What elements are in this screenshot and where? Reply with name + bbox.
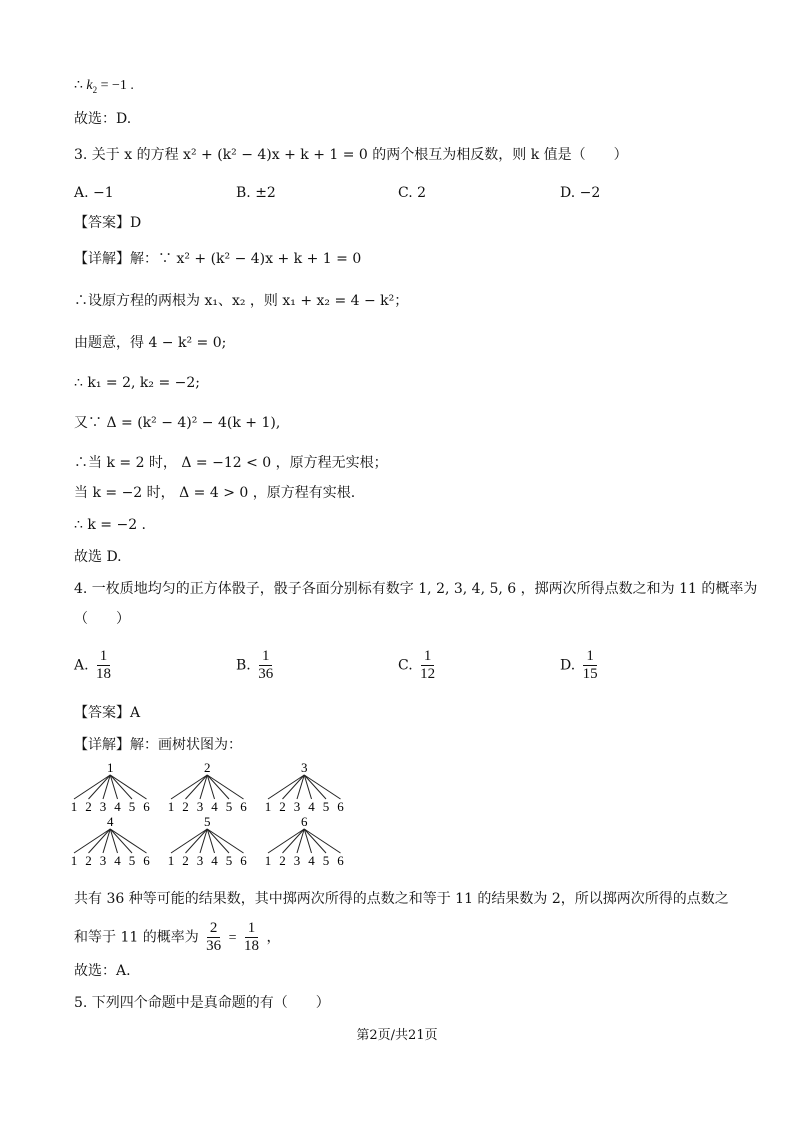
q3-detail-1: 【详解】解：∵ x² + (k² − 4)x + k + 1 = 0 (74, 251, 362, 267)
q3-detail-8: ∴ k = −2 . (74, 517, 147, 533)
q3-answer: 【答案】D (74, 215, 142, 231)
tree-leaf-label: 1 (167, 853, 175, 868)
fraction: $\frac{1}{18}$ (243, 920, 259, 954)
tree-leaf-label: 4 (211, 853, 218, 868)
line-k2: ∴ $k_2 = -1$ . (74, 78, 134, 95)
tree-leaf-label: 3 (196, 853, 204, 868)
tree-root-label: 1 (107, 760, 114, 775)
q3-detail-4: ∴ k₁ = 2, k₂ = −2; (74, 375, 200, 391)
q3-detail-7: 当 k = −2 时， Δ = 4 > 0 ，原方程有实根. (74, 485, 356, 501)
tree-leaf-label: 1 (264, 853, 272, 868)
tree-leaf-label: 2 (182, 853, 189, 868)
fraction: $\frac{2}{36}$ (206, 920, 222, 954)
q4-detail-3: 和等于 11 的概率为 $\frac{2}{36}$ = $\frac{1}{18}$ ， (74, 920, 281, 954)
q3-detail-9: 故选 D. (74, 549, 122, 565)
q4-option-d: D. $\frac{1}{15}$ (560, 648, 601, 683)
q4-detail-4: 故选：A. (74, 963, 131, 979)
tree-root-label: 4 (107, 814, 114, 829)
tree-leaf-label: 5 (225, 853, 233, 868)
tree-leaf-label: 4 (211, 799, 218, 814)
tree-leaf-label: 4 (114, 799, 121, 814)
tree-leaf-label: 2 (182, 799, 189, 814)
q3-detail-3: 由题意，得 4 − k² = 0; (74, 335, 227, 351)
tree-leaf-label: 6 (143, 853, 150, 868)
tree-leaf-label: 5 (225, 799, 233, 814)
tree-leaf-label: 3 (99, 799, 107, 814)
tree-leaf-label: 4 (308, 853, 315, 868)
q3-detail-5: 又∵ Δ = (k² − 4)² − 4(k + 1), (74, 415, 281, 431)
tree-leaf-label: 1 (70, 853, 78, 868)
page-footer: 第2页/共21页 (356, 1028, 438, 1043)
fraction: $\frac{1}{18}$ (96, 648, 112, 682)
tree-root-label: 3 (301, 760, 308, 775)
tree-leaf-label: 3 (293, 799, 301, 814)
tree-leaf-label: 2 (279, 799, 286, 814)
tree-leaf-label: 1 (264, 799, 272, 814)
tree-leaf-label: 3 (293, 853, 301, 868)
q4-detail-1: 【详解】解：画树状图为： (74, 737, 242, 753)
tree-root-label: 2 (204, 760, 211, 775)
line-choice-d-prev: 故选：D. (74, 111, 132, 127)
q4-option-b: B. $\frac{1}{36}$ (236, 648, 276, 683)
tree-leaf-label: 3 (196, 799, 204, 814)
tree-leaf-label: 1 (70, 799, 78, 814)
tree-leaf-label: 1 (167, 799, 175, 814)
q3-option-b: B. ±2 (236, 185, 276, 201)
question-4-paren: （ ） (74, 611, 130, 627)
q4-option-a: A. $\frac{1}{18}$ (74, 648, 114, 683)
tree-leaf-label: 5 (322, 799, 330, 814)
tree-leaf-label: 2 (85, 799, 92, 814)
fraction: $\frac{1}{12}$ (420, 648, 436, 682)
tree-leaf-label: 2 (85, 853, 92, 868)
tree-leaf-label: 4 (114, 853, 121, 868)
question-4: 4. 一枚质地均匀的正方体骰子，骰子各面分别标有数字 1, 2, 3, 4, 5, 6 ，掷两次所得点数之和为 11 的概率为 (74, 581, 758, 597)
q3-detail-2: ∴设原方程的两根为 x₁、x₂ ，则 x₁ + x₂ = 4 − k²； (74, 293, 409, 309)
q4-option-c: C. $\frac{1}{12}$ (398, 648, 438, 683)
tree-diagram (70, 760, 370, 880)
question-5: 5. 下列四个命题中是真命题的有（ ） (74, 995, 330, 1011)
fraction: $\frac{1}{36}$ (258, 648, 274, 682)
tree-leaf-label: 6 (240, 799, 247, 814)
q3-option-a: A. −1 (74, 185, 114, 201)
q4-detail-2: 共有 36 种等可能的结果数，其中掷两次所得的点数之和等于 11 的结果数为 2，所以掷两次所得的点数之 (74, 891, 729, 907)
q3-option-d: D. −2 (560, 185, 601, 201)
tree-root-label: 6 (301, 814, 308, 829)
q3-option-c: C. 2 (398, 185, 427, 201)
tree-leaf-label: 6 (143, 799, 150, 814)
question-3: 3. 关于 x 的方程 x² + (k² − 4)x + k + 1 = 0 的两个根互为相反数，则 k 值是（ ） (74, 147, 628, 163)
tree-root-label: 5 (204, 814, 211, 829)
tree-leaf-label: 5 (128, 853, 136, 868)
fraction: $\frac{1}{15}$ (582, 648, 598, 682)
tree-leaf-label: 6 (337, 799, 344, 814)
tree-leaf-label: 6 (337, 853, 344, 868)
q3-detail-6: ∴当 k = 2 时， Δ = −12 < 0 ，原方程无实根； (74, 455, 388, 471)
tree-leaf-label: 4 (308, 799, 315, 814)
tree-leaf-label: 5 (128, 799, 136, 814)
q4-answer: 【答案】A (74, 705, 141, 721)
tree-leaf-label: 3 (99, 853, 107, 868)
tree-leaf-label: 5 (322, 853, 330, 868)
tree-leaf-label: 6 (240, 853, 247, 868)
tree-leaf-label: 2 (279, 853, 286, 868)
